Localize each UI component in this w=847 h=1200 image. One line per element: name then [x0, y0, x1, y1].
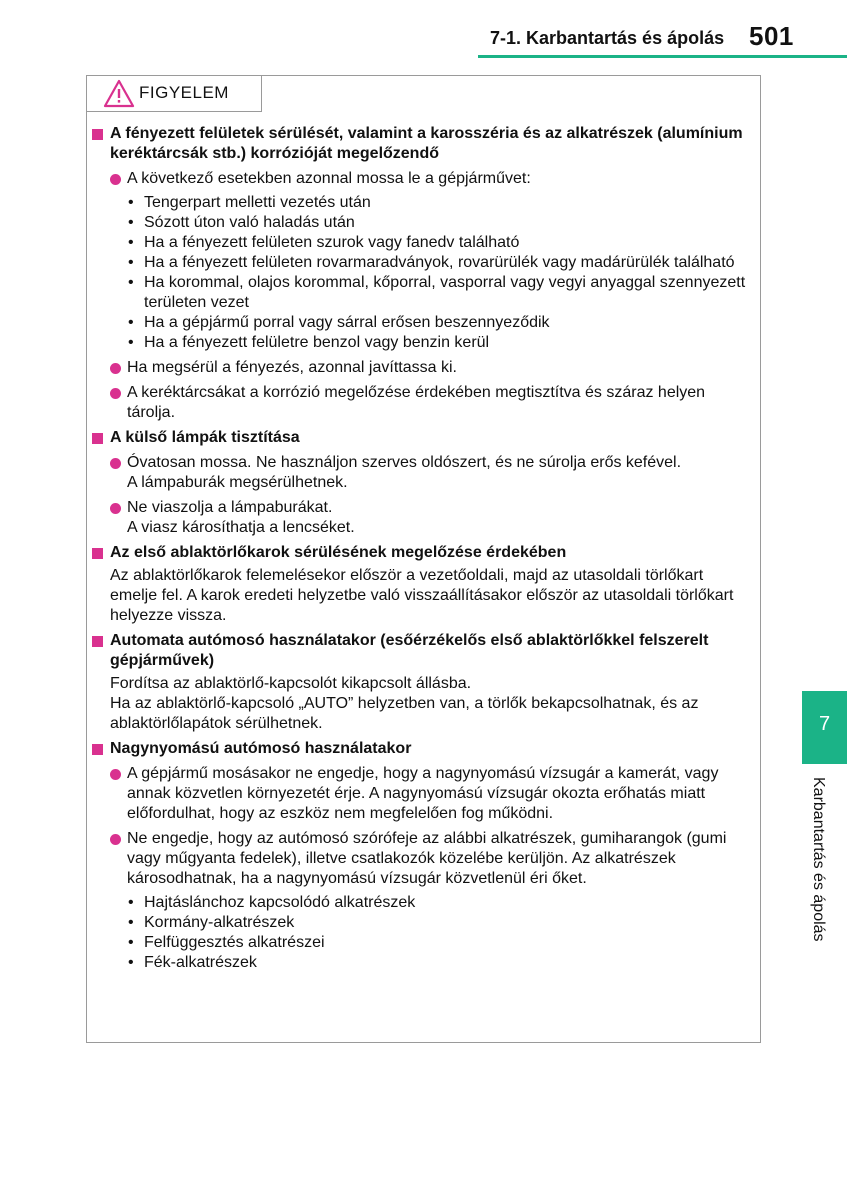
round-bullet-icon — [110, 388, 121, 399]
section-wiper-arms — [89, 543, 754, 626]
round-bullet-icon — [110, 769, 121, 780]
square-bullet-icon — [92, 129, 103, 140]
square-bullet-icon — [92, 636, 103, 647]
bullet-item: • Fék-alkatrészek — [127, 953, 754, 973]
bullet-item: • Kormány-alkatrészek — [127, 913, 754, 933]
bullet-item: • Ha a fényezett felületre benzol vagy benzin kerül — [127, 333, 754, 353]
page-number: 501 — [749, 21, 794, 51]
round-bullet-icon — [110, 458, 121, 469]
warning-header — [87, 76, 262, 112]
page-header — [0, 0, 847, 60]
bullet-item: • Felfüggesztés alkatrészei — [127, 933, 754, 953]
warning-triangle-icon — [103, 79, 135, 109]
section-high-pressure-wash — [89, 739, 754, 973]
list-item: Ne engedje, hogy az autómosó szórófeje az alábbi alkatrészek, gumiharangok (gumi vagy műgyanta fedelek), illetve csatlakozók közelébe kerüljön. Az alkatrészek károsodhatnak, ha a nagynyomású vízsugár közvetlenül éri őket. — [89, 829, 754, 889]
bullet-list — [89, 193, 754, 353]
section-paragraph: Ha az ablaktörlő-kapcsoló „AUTO” helyzetben van, a törlők bekapcsolhatnak, és az ablaktörlőlapátok sérülhetnek. — [110, 695, 699, 732]
section-car-wash — [89, 631, 754, 734]
bullet-item: • Ha a fényezett felületen szurok vagy fanedv található — [127, 233, 754, 253]
section-title: Nagynyomású autómosó használatakor — [89, 739, 754, 759]
round-bullet-icon — [110, 363, 121, 374]
warning-content — [89, 124, 754, 973]
bullet-item: • Ha a fényezett felületen rovarmaradványok, rovarürülék vagy madárürülék található — [127, 253, 754, 273]
section-lamp-cleaning — [89, 428, 754, 538]
bullet-item: • Hajtáslánchoz kapcsolódó alkatrészek — [127, 893, 754, 913]
header-rule — [478, 55, 847, 58]
chapter-tab-number: 7 — [818, 713, 831, 735]
section-title: Automata autómosó használatakor (esőérzékelős első ablaktörlőkkel felszerelt gépjárművek) — [89, 631, 754, 671]
square-bullet-icon — [92, 433, 103, 444]
bullet-item: • Ha korommal, olajos korommal, kőporral, vasporral vagy vegyi anyaggal szennyezett területen vezet — [127, 273, 754, 313]
chapter-side-label: Karbantartás és ápolás — [810, 777, 827, 942]
list-item: A gépjármű mosásakor ne engedje, hogy a nagynyomású vízsugár a kamerát, vagy annak közvetlen környezetét érje. A nagynyomású vízsugár okozta erőhatás miatt előfordulhat, hogy az eszköz nem megfelelően fog működni. — [89, 764, 754, 824]
list-item: Ne viaszolja a lámpaburákat. A viasz károsíthatja a lencséket. — [89, 498, 754, 538]
round-bullet-icon — [110, 834, 121, 845]
square-bullet-icon — [92, 744, 103, 755]
list-item: A keréktárcsákat a korrózió megelőzése érdekében megtisztítva és száraz helyen tárolja. — [89, 383, 754, 423]
bullet-list — [89, 893, 754, 973]
section-title: A fényezett felületek sérülését, valamint a karosszéria és az alkatrészek (alumínium keréktárcsák stb.) korrózióját megelőzendő — [89, 124, 754, 164]
bullet-item: • Sózott úton való haladás után — [127, 213, 754, 233]
item-note: A lámpaburák megsérülhetnek. — [127, 474, 348, 491]
warning-label: FIGYELEM — [139, 83, 229, 102]
section-paragraph: Az ablaktörlőkarok felemelésekor először a vezetőoldali, majd az utasoldali törlőkart emelje fel. A karok eredeti helyzetbe való visszaállításakor először az utasoldali törlőkart helyezze vissza. — [110, 567, 734, 624]
round-bullet-icon — [110, 503, 121, 514]
list-item: A következő esetekben azonnal mossa le a gépjárművet: — [89, 169, 754, 189]
bullet-item: • Tengerpart melletti vezetés után — [127, 193, 754, 213]
square-bullet-icon — [92, 548, 103, 559]
chapter-title: 7-1. Karbantartás és ápolás — [490, 28, 725, 48]
round-bullet-icon — [110, 174, 121, 185]
section-paragraph: Fordítsa az ablaktörlő-kapcsolót kikapcsolt állásba. — [110, 675, 472, 692]
bullet-item: • Ha a gépjármű porral vagy sárral erősen beszennyeződik — [127, 313, 754, 333]
chapter-tab[interactable] — [802, 691, 847, 764]
section-paint-protection — [89, 124, 754, 423]
section-title: Az első ablaktörlőkarok sérülésének megelőzése érdekében — [89, 543, 754, 563]
item-note: A viasz károsíthatja a lencséket. — [127, 519, 355, 536]
list-item: Óvatosan mossa. Ne használjon szerves oldószert, és ne súrolja erős kefével. A lámpaburák megsérülhetnek. — [89, 453, 754, 493]
section-title: A külső lámpák tisztítása — [89, 428, 754, 448]
list-item: Ha megsérül a fényezés, azonnal javíttassa ki. — [89, 358, 754, 378]
